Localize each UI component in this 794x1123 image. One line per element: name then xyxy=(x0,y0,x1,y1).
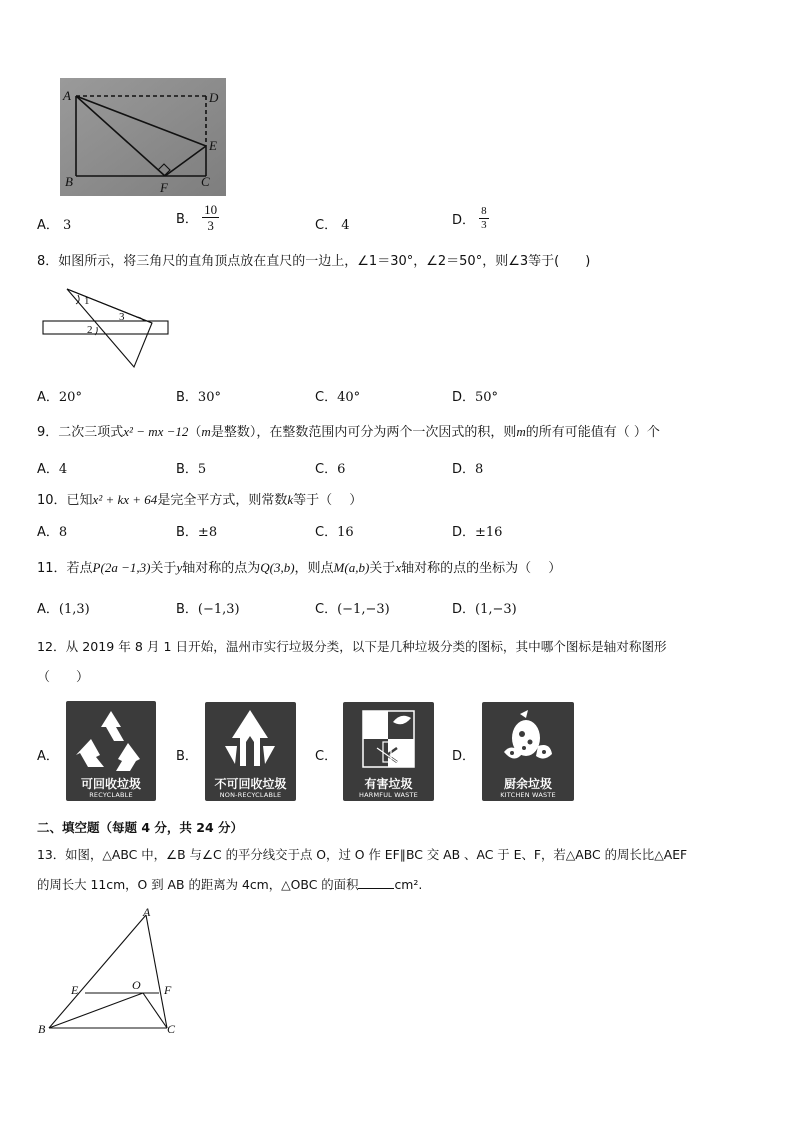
q8-option-b-label: B． xyxy=(176,390,198,405)
q11-option-c[interactable] xyxy=(315,598,390,617)
q12-icon-d-sub: KITCHEN WASTE xyxy=(500,791,556,799)
q8-option-c-value: 40° xyxy=(337,390,361,405)
fig13-label-O: O xyxy=(132,978,141,992)
figure-q8 xyxy=(40,283,174,369)
q8-option-d[interactable] xyxy=(452,386,498,405)
q11-option-a[interactable] xyxy=(37,598,90,617)
q11-option-b[interactable] xyxy=(176,598,240,617)
q12-icon-c-sub: HARMFUL WASTE xyxy=(359,791,418,799)
q10-option-d[interactable] xyxy=(452,521,502,540)
q9-option-c-label: C． xyxy=(315,462,338,477)
q7-option-d[interactable] xyxy=(452,205,489,232)
q8-option-b[interactable] xyxy=(176,386,221,405)
q10-option-a-label: A． xyxy=(37,525,59,540)
q9-option-a-label: A． xyxy=(37,462,59,477)
q7-option-b-denominator: 3 xyxy=(207,218,214,233)
q7-option-b-fraction xyxy=(202,202,219,233)
q12-icon-recyclable[interactable] xyxy=(66,701,156,801)
q9-stem xyxy=(37,421,660,440)
q13-stem-line1: 13．如图，△ABC 中，∠B 与∠C 的平分线交于点 O，过 O 作 EF∥BC 交 AB 、AC 于 E、F，若△ABC 的周长比△AEF xyxy=(37,847,688,862)
q12-option-a-label[interactable]: A． xyxy=(37,749,59,764)
q11-option-c-value: (−1,−3) xyxy=(337,602,390,617)
q9-var-m-2: m xyxy=(516,424,526,439)
q7-option-a[interactable] xyxy=(37,214,71,233)
q12-stem-line2: （ ） xyxy=(37,670,90,685)
q11-text-4: ，则点 xyxy=(294,561,334,576)
q12-icon-kitchen[interactable] xyxy=(482,702,574,801)
q10-option-a-value: 8 xyxy=(58,525,68,540)
fig8-label-2: 2 xyxy=(87,324,93,336)
q9-text-3: 是整数），在整数范围内可分为两个一次因式的积，则 xyxy=(210,425,517,440)
q11-point-p: P(2a −1,3) xyxy=(92,560,151,575)
q8-option-d-label: D． xyxy=(452,390,476,405)
q11-option-d-value: (1,−3) xyxy=(475,602,517,617)
figure-q7-svg xyxy=(60,78,226,196)
q11-text-3: 轴对称的点为 xyxy=(182,561,261,576)
q10-text-1: 10．已知 xyxy=(37,493,93,508)
q8-stem: 8．如图所示，将三角尺的直角顶点放在直尺的一边上，∠1＝30°，∠2＝50°，则∠3等于( ) xyxy=(37,254,591,269)
q8-option-a-label: A． xyxy=(37,390,59,405)
q9-option-a-value: 4 xyxy=(58,462,68,477)
q9-option-b-label: B． xyxy=(176,462,198,477)
fig7-label-E: E xyxy=(209,138,217,153)
q9-text-1: 9．二次三项式 xyxy=(37,425,124,440)
q12-icon-non-recyclable[interactable] xyxy=(205,702,296,801)
fig7-label-A: A xyxy=(63,88,71,103)
q7-option-d-denominator: 3 xyxy=(481,219,487,231)
q8-option-d-value: 50° xyxy=(475,390,499,405)
q13-stem-line2 xyxy=(37,875,422,893)
q7-option-c-value: 4 xyxy=(341,218,350,233)
q8-option-c-label: C． xyxy=(315,390,338,405)
q11-var-y: y xyxy=(176,560,183,575)
q7-option-b-numerator: 10 xyxy=(204,202,218,217)
fig7-label-F: F xyxy=(160,180,168,195)
q10-option-b-label: B． xyxy=(176,525,198,540)
fig13-label-C: C xyxy=(167,1022,176,1036)
q12-icon-d-title: 厨余垃圾 xyxy=(503,777,552,791)
q7-option-b[interactable] xyxy=(176,202,219,233)
q8-option-b-value: 30° xyxy=(197,390,221,405)
q12-icon-a-sub: RECYCLABLE xyxy=(89,791,133,799)
q11-text-1: 11．若点 xyxy=(37,561,93,576)
q10-option-d-value: ±16 xyxy=(475,525,503,540)
q11-text-5: 关于 xyxy=(369,561,396,576)
q12-icon-a-title: 可回收垃圾 xyxy=(80,777,141,791)
q11-stem xyxy=(37,557,561,576)
q10-option-c[interactable] xyxy=(315,521,354,540)
q8-option-a[interactable] xyxy=(37,386,82,405)
q9-text-2: （ xyxy=(188,425,202,440)
q12-option-d-label[interactable]: D． xyxy=(452,749,476,764)
q9-text-4: 的所有可能值有（ ）个 xyxy=(525,425,660,440)
fig7-label-B: B xyxy=(65,174,73,189)
q12-icon-b-title: 不可回收垃圾 xyxy=(214,777,287,791)
q11-option-d[interactable] xyxy=(452,598,517,617)
q10-option-a[interactable] xyxy=(37,521,67,540)
q11-option-b-label: B． xyxy=(176,602,198,617)
fig7-label-D: D xyxy=(209,90,219,105)
q12-stem-line1: 12．从 2019 年 8 月 1 日开始，温州市实行垃圾分类，以下是几种垃圾分类的图标，其中哪个图标是轴对称图形 xyxy=(37,639,667,654)
q9-expression: x² − mx −12 xyxy=(123,424,189,439)
q10-expression: x² + kx + 64 xyxy=(92,492,158,507)
q7-option-c-label: C． xyxy=(315,218,338,233)
q11-text-6: 轴对称的点的坐标为（ ） xyxy=(401,561,562,576)
q10-text-2: 是完全平方式，则常数 xyxy=(157,493,288,508)
figure-q13 xyxy=(38,903,188,1038)
fig7-label-C: C xyxy=(201,174,210,189)
q12-option-c-label[interactable]: C． xyxy=(315,749,338,764)
q9-option-d[interactable] xyxy=(452,458,483,477)
fig8-label-3: 3 xyxy=(119,311,125,323)
q10-option-b-value: ±8 xyxy=(197,525,218,540)
q10-option-c-label: C． xyxy=(315,525,338,540)
q10-stem xyxy=(37,489,362,508)
q9-option-b-value: 5 xyxy=(197,462,207,477)
q11-option-d-label: D． xyxy=(452,602,476,617)
q10-option-c-value: 16 xyxy=(337,525,354,540)
q11-text-2: 关于 xyxy=(150,561,177,576)
q12-icon-b-sub: NON-RECYCLABLE xyxy=(219,791,282,799)
q8-option-a-value: 20° xyxy=(58,390,82,405)
q9-var-m: m xyxy=(201,424,211,439)
q10-option-d-label: D． xyxy=(452,525,476,540)
q8-option-c[interactable] xyxy=(315,386,360,405)
q9-option-d-label: D． xyxy=(452,462,476,477)
q10-var-k: k xyxy=(287,492,294,507)
fig13-label-F: F xyxy=(164,983,172,997)
q11-option-c-label: C． xyxy=(315,602,338,617)
q7-option-a-label: A． xyxy=(37,218,59,233)
section-2-title: 二、填空题（每题 4 分，共 24 分） xyxy=(37,820,244,835)
q11-option-a-label: A． xyxy=(37,602,59,617)
q7-option-d-numerator: 8 xyxy=(481,205,487,217)
q7-option-c[interactable] xyxy=(315,214,350,233)
q12-icon-harmful[interactable] xyxy=(343,702,434,801)
fig13-label-E: E xyxy=(71,983,79,997)
q11-option-b-value: (−1,3) xyxy=(197,602,240,617)
figure-q7 xyxy=(60,78,226,196)
q11-point-q: Q(3,b) xyxy=(260,560,295,575)
q12-option-b-label[interactable]: B． xyxy=(176,749,198,764)
q10-text-3: 等于（ ） xyxy=(293,493,363,508)
q7-option-a-value: 3 xyxy=(63,218,72,233)
q7-option-b-label: B． xyxy=(176,212,198,227)
q11-point-m: M(a,b) xyxy=(333,560,370,575)
q12-icon-c-title: 有害垃圾 xyxy=(364,777,413,791)
q13-text-2: cm². xyxy=(394,877,423,892)
q13-text-1: 的周长大 11cm，O 到 AB 的距离为 4cm，△OBC 的面积 xyxy=(37,877,359,892)
q9-option-a[interactable] xyxy=(37,458,67,477)
q10-option-b[interactable] xyxy=(176,521,217,540)
q9-option-c-value: 6 xyxy=(337,462,346,477)
fig13-label-B: B xyxy=(38,1022,46,1036)
fig8-label-1: 1 xyxy=(84,295,90,307)
q7-option-d-fraction xyxy=(479,205,489,232)
q9-option-c[interactable] xyxy=(315,458,345,477)
fig13-label-A: A xyxy=(143,905,151,919)
q11-option-a-value: (1,3) xyxy=(58,602,90,617)
q11-var-x: x xyxy=(395,560,402,575)
q9-option-b[interactable] xyxy=(176,458,206,477)
q9-option-d-value: 8 xyxy=(475,462,484,477)
q13-answer-blank[interactable] xyxy=(358,876,394,889)
q7-option-d-label: D． xyxy=(452,213,476,228)
